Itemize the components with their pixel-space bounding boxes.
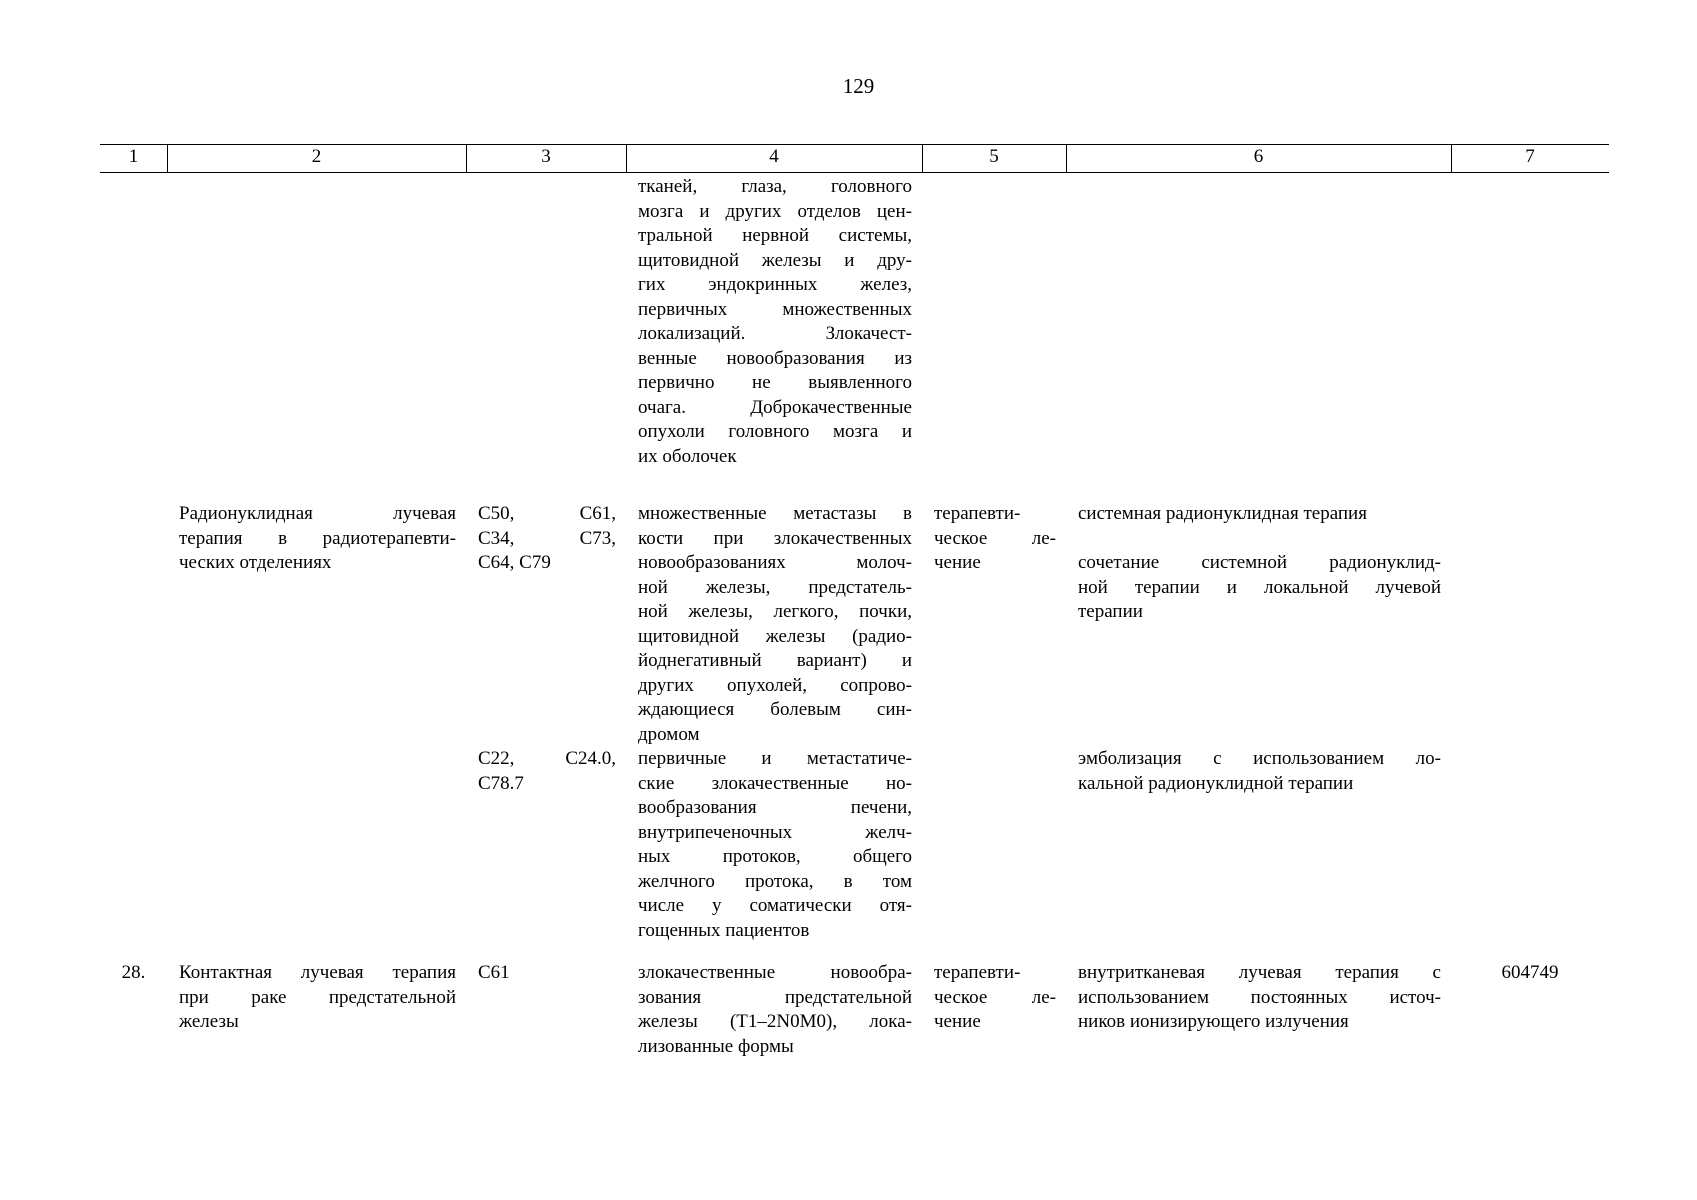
text-line: терапии	[1078, 601, 1143, 622]
text-line: тканей, глаза, головного	[638, 176, 912, 197]
text-line: злокачественные новообра-	[638, 962, 912, 983]
text-line: новообразованиях молоч-	[638, 552, 912, 573]
text-line: желчного протока, в том	[638, 870, 912, 892]
text-line: лизованные формы	[638, 1035, 794, 1057]
text-line: зования предстательной	[638, 986, 912, 1008]
radio-treatment-type	[934, 502, 1056, 576]
page-number: 129	[842, 74, 875, 98]
text-line: ной железы, предстатель-	[638, 576, 912, 598]
header-col-1: 1	[128, 146, 139, 167]
radio-method-b	[1078, 551, 1441, 625]
text-line: гих эндокринных желез,	[638, 274, 912, 295]
text-line: чение	[934, 1011, 981, 1032]
cont-diagnosis	[638, 175, 912, 469]
text-line: ной терапии и локальной лучевой	[1078, 576, 1441, 598]
text-line: опухоли головного мозга и	[638, 421, 912, 442]
text-line: их оболочек	[638, 445, 737, 467]
text-line: ников ионизирующего излучения	[1078, 1011, 1349, 1032]
r28-method	[1078, 961, 1441, 1035]
text-line: С78.7	[478, 772, 524, 794]
text-line: чение	[934, 552, 981, 573]
row-number: 28.	[121, 962, 146, 983]
text-line: ские злокачественные но-	[638, 772, 912, 794]
text-line: С64, С79	[478, 552, 551, 573]
text-line: первично не выявленного	[638, 372, 912, 393]
radio2-diagnosis	[638, 747, 912, 943]
text-line: терапевти-	[934, 503, 1021, 524]
text-line: ческое ле-	[934, 986, 1056, 1008]
radio-icd-codes	[478, 502, 616, 576]
header-col-4: 4	[769, 146, 779, 167]
text-line: первичных множественных	[638, 298, 912, 320]
r28-treatment-type	[934, 961, 1056, 1035]
header-col-3: 3	[541, 146, 551, 167]
header-bottom-line	[100, 172, 1609, 173]
text-line: С61	[478, 962, 510, 983]
text-line: ческое ле-	[934, 527, 1056, 549]
text-line: использованием постоянных источ-	[1078, 986, 1441, 1008]
r28-method-name	[179, 961, 456, 1035]
text-line: терапия в радиотерапевти-	[179, 527, 456, 549]
text-line: терапевти-	[934, 962, 1021, 983]
text-line: Контактная лучевая терапия	[179, 962, 456, 983]
r28-icd-codes	[478, 961, 616, 986]
text-line: кальной радионуклидной терапии	[1078, 772, 1354, 794]
text-line: ной железы, легкого, почки,	[638, 601, 912, 622]
text-line: других опухолей, сопрово-	[638, 674, 912, 696]
radio-method-name	[179, 502, 456, 576]
text-line: венные новообразования из	[638, 347, 912, 369]
radio-method-a	[1078, 502, 1441, 527]
text-line: дромом	[638, 723, 700, 745]
text-line: внутритканевая лучевая терапия с	[1078, 962, 1441, 983]
text-line: железы (Т1–2N0M0), лока-	[638, 1011, 912, 1032]
header-col-6: 6	[1253, 146, 1264, 167]
text-line: вообразования печени,	[638, 797, 912, 818]
text-line: ждающиеся болевым син-	[638, 699, 912, 720]
text-line: локализаций. Злокачест-	[638, 323, 912, 344]
text-line: ных протоков, общего	[638, 846, 912, 867]
text-line: очага. Доброкачественные	[638, 396, 912, 418]
text-line: гощенных пациентов	[638, 919, 810, 941]
text-line: Радионуклидная лучевая	[179, 503, 456, 524]
header-col-2: 2	[311, 146, 322, 167]
text-line: внутрипеченочных желч-	[638, 821, 912, 843]
text-line: ческих отделениях	[179, 552, 332, 573]
radio2-method	[1078, 747, 1441, 796]
text-line: С50, С61,	[478, 503, 616, 524]
r28-diagnosis	[638, 961, 912, 1059]
r28-cost: 604749	[1501, 962, 1559, 983]
text-line: тральной нервной системы,	[638, 225, 912, 246]
text-line: числе у соматически отя-	[638, 895, 912, 916]
radio2-icd-codes	[478, 747, 616, 796]
header-col-5: 5	[989, 146, 999, 167]
text-line: железы	[179, 1011, 239, 1032]
text-line: С34, С73,	[478, 527, 616, 549]
header-col-7: 7	[1525, 146, 1535, 167]
header-top-line	[100, 144, 1609, 145]
text-line: множественные метастазы в	[638, 503, 912, 524]
text-line: щитовидной железы и дру-	[638, 249, 912, 271]
text-line: С22, С24.0,	[478, 748, 616, 769]
text-line: при раке предстательной	[179, 986, 456, 1008]
text-line: системная радионуклидная терапия	[1078, 503, 1367, 524]
text-line: йоднегативный вариант) и	[638, 650, 912, 671]
text-line: щитовидной железы (радио-	[638, 625, 912, 647]
radio-diagnosis	[638, 502, 912, 747]
text-line: сочетание системной радионуклид-	[1078, 552, 1441, 573]
text-line: мозга и других отделов цен-	[638, 200, 912, 222]
text-line: кости при злокачественных	[638, 527, 912, 549]
text-line: первичные и метастатиче-	[638, 748, 912, 769]
text-line: эмболизация с использованием ло-	[1078, 748, 1441, 769]
